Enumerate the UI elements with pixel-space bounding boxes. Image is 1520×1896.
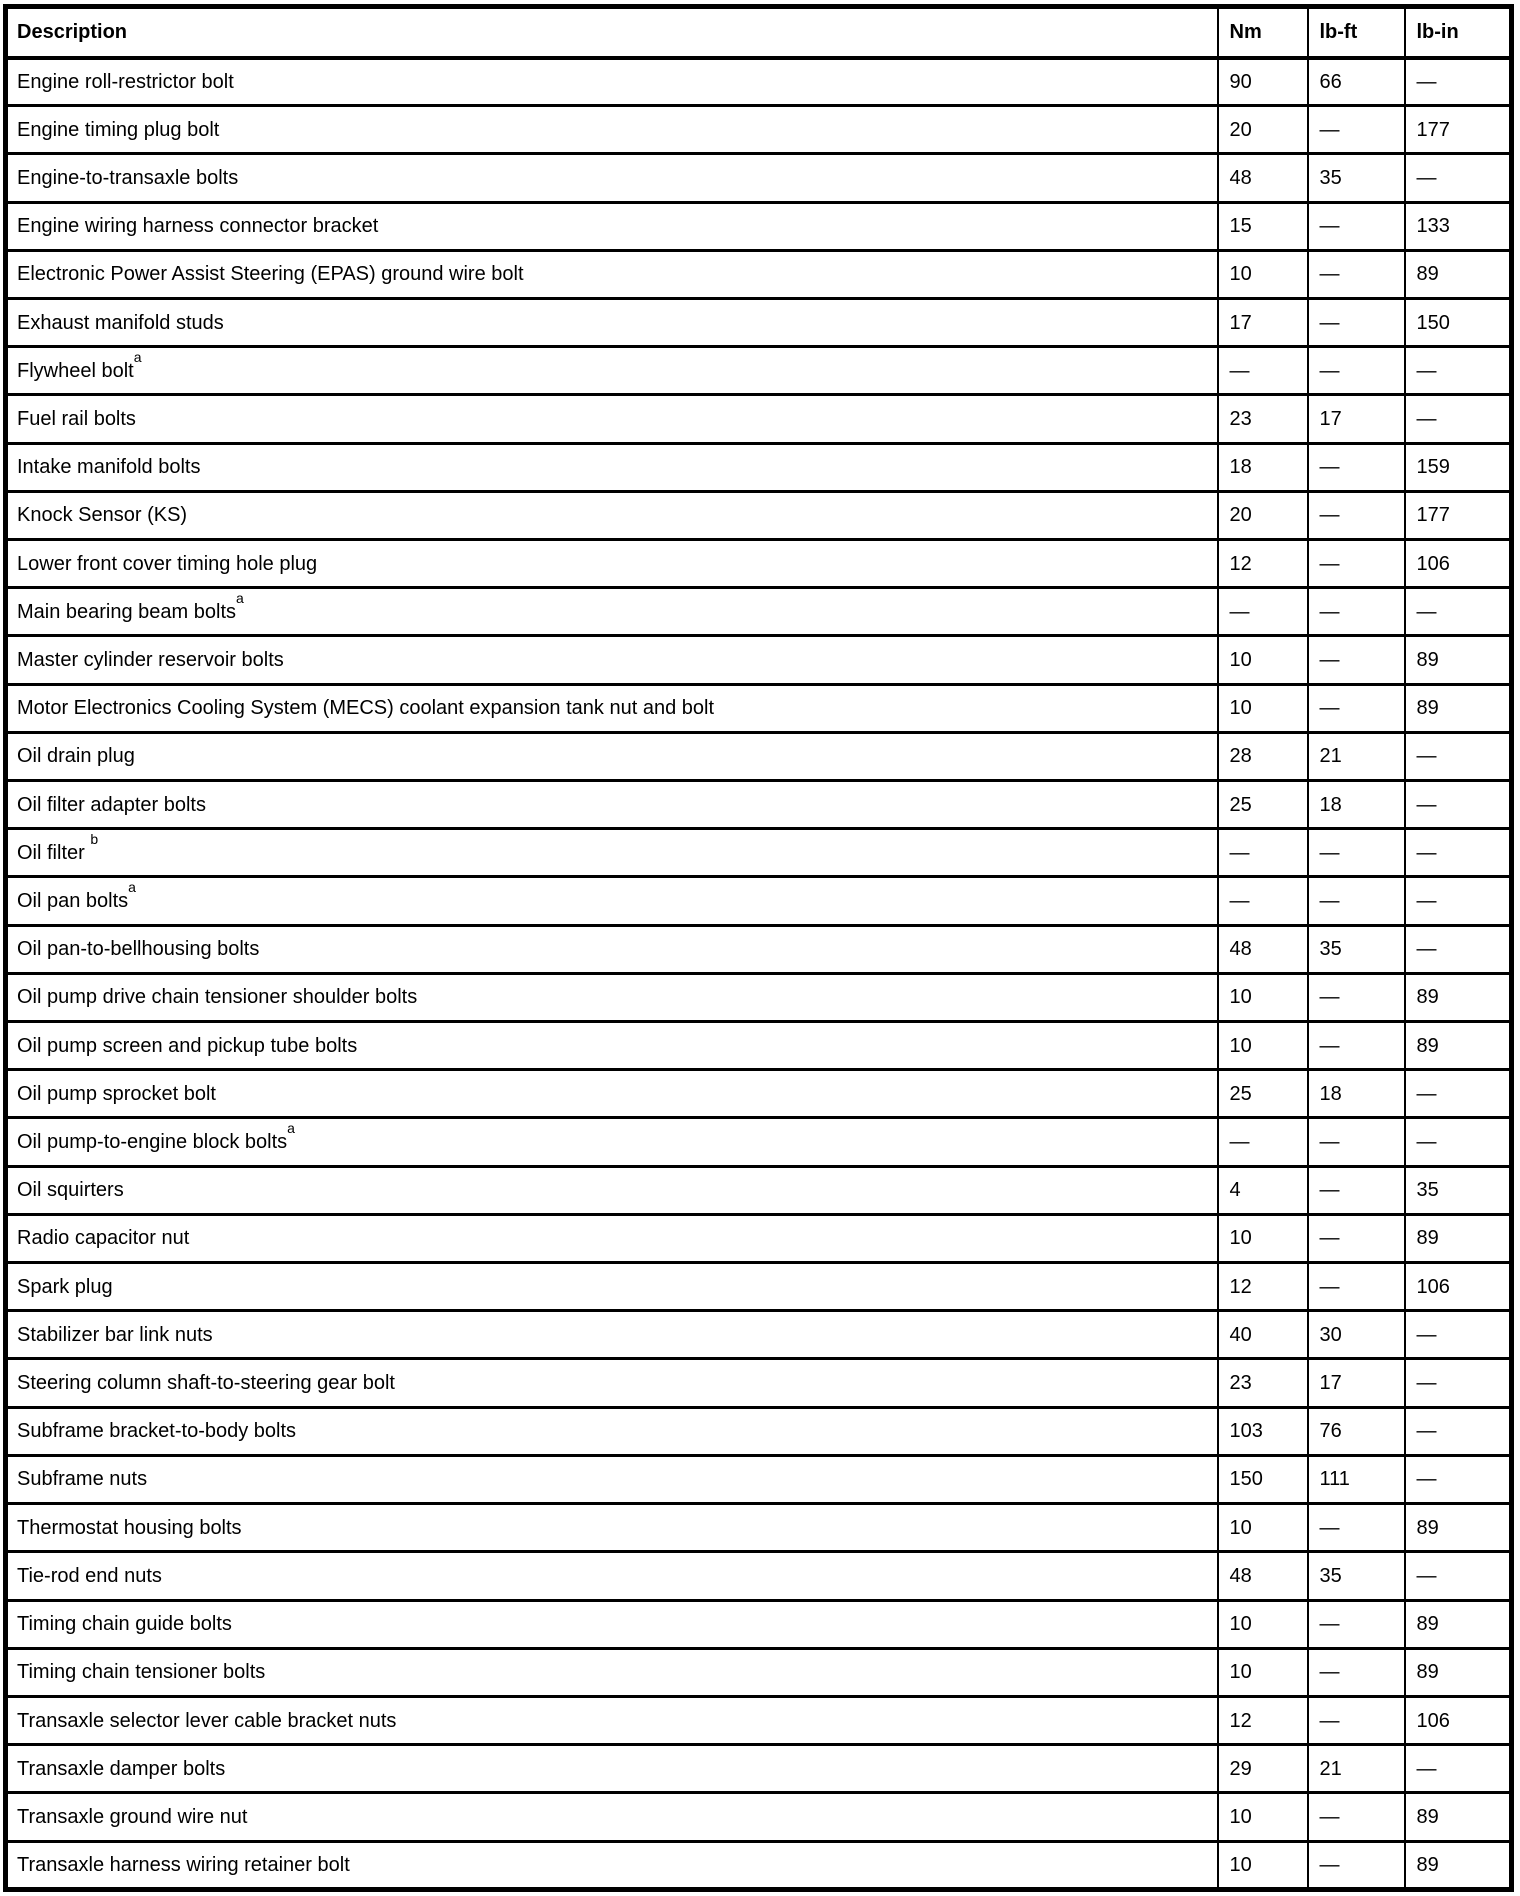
lbin-cell: 89 (1405, 1504, 1512, 1552)
lbft-cell: — (1308, 1504, 1405, 1552)
description-cell (6, 1311, 1218, 1359)
lbft-cell: — (1308, 1263, 1405, 1311)
column-header-lbft: lb-ft (1308, 7, 1405, 58)
nm-cell: 10 (1218, 250, 1308, 298)
lbft-cell: — (1308, 347, 1405, 395)
table-row (6, 1841, 1512, 1889)
description-text: Intake manifold bolts (17, 456, 201, 479)
lbin-cell: — (1405, 1359, 1512, 1407)
description-cell (6, 154, 1218, 202)
table-row (6, 1600, 1512, 1648)
lbin-cell: 89 (1405, 1214, 1512, 1262)
lbft-cell: 17 (1308, 1359, 1405, 1407)
description-cell (6, 588, 1218, 636)
description-cell (6, 1552, 1218, 1600)
description-text: Exhaust manifold studs (17, 311, 224, 334)
nm-cell: 10 (1218, 1793, 1308, 1841)
lbin-cell: — (1405, 1407, 1512, 1455)
table-row (6, 1166, 1512, 1214)
nm-cell: 103 (1218, 1407, 1308, 1455)
lbft-cell: — (1308, 1166, 1405, 1214)
table-row (6, 1793, 1512, 1841)
lbin-cell: — (1405, 395, 1512, 443)
description-text: Engine roll-restrictor bolt (17, 70, 234, 93)
description-cell (6, 1359, 1218, 1407)
table-row (6, 1263, 1512, 1311)
description-text: Tie-rod end nuts (17, 1564, 162, 1587)
lbft-cell: — (1308, 877, 1405, 925)
description-text: Engine-to-transaxle bolts (17, 167, 239, 189)
description-text: Main bearing beam bolts (17, 600, 237, 623)
description-text: Oil squirters (17, 1179, 124, 1202)
lbin-cell: 89 (1405, 1600, 1512, 1648)
lbin-cell: 89 (1405, 973, 1512, 1021)
lbft-cell: — (1308, 299, 1405, 347)
description-cell (6, 1696, 1218, 1744)
description-cell (6, 829, 1218, 877)
header-row (6, 7, 1512, 58)
lbft-cell: 66 (1308, 58, 1405, 106)
table-row (6, 1311, 1512, 1359)
table-row (6, 106, 1512, 154)
description-text: Motor Electronics Cooling System (MECS) coolant expansion tank nut and bolt (17, 697, 715, 720)
nm-cell: 10 (1218, 1600, 1308, 1648)
description-cell (6, 781, 1218, 829)
table-row (6, 1359, 1512, 1407)
description-text: Engine timing plug bolt (17, 118, 220, 141)
table-row (6, 1745, 1512, 1793)
table-row (6, 925, 1512, 973)
table-row (6, 973, 1512, 1021)
nm-cell: 20 (1218, 491, 1308, 539)
table-row (6, 829, 1512, 877)
lbft-cell: 111 (1308, 1455, 1405, 1503)
description-text: Lower front cover timing hole plug (17, 552, 318, 575)
lbin-cell: 150 (1405, 299, 1512, 347)
nm-cell: 25 (1218, 1070, 1308, 1118)
lbin-cell: — (1405, 1455, 1512, 1503)
nm-cell: 18 (1218, 443, 1308, 491)
description-cell (6, 1022, 1218, 1070)
description-text: Oil pan-to-bellhousing bolts (17, 938, 260, 961)
description-text: Oil pump sprocket bolt (17, 1082, 216, 1105)
footnote-marker: a (133, 349, 142, 366)
lbft-cell: — (1308, 636, 1405, 684)
lbin-cell: 89 (1405, 636, 1512, 684)
description-cell (6, 732, 1218, 780)
lbft-cell: 18 (1308, 781, 1405, 829)
lbft-cell: 35 (1308, 154, 1405, 202)
table-row (6, 1022, 1512, 1070)
description-cell (6, 925, 1218, 973)
description-text: Timing chain tensioner bolts (17, 1661, 266, 1684)
lbft-cell: — (1308, 1600, 1405, 1648)
table-row (6, 781, 1512, 829)
table-row (6, 588, 1512, 636)
lbin-cell: — (1405, 829, 1512, 877)
lbin-cell: 89 (1405, 1793, 1512, 1841)
nm-cell: — (1218, 829, 1308, 877)
nm-cell: — (1218, 588, 1308, 636)
table-row (6, 1552, 1512, 1600)
lbft-cell: — (1308, 684, 1405, 732)
description-text: Radio capacitor nut (17, 1227, 190, 1250)
description-text: Engine wiring harness connector bracket (17, 215, 379, 238)
nm-cell: 4 (1218, 1166, 1308, 1214)
description-cell (6, 1600, 1218, 1648)
nm-cell: 10 (1218, 1648, 1308, 1696)
lbin-cell: — (1405, 1745, 1512, 1793)
description-cell (6, 1841, 1218, 1889)
nm-cell: 17 (1218, 299, 1308, 347)
nm-cell: 12 (1218, 1263, 1308, 1311)
lbft-cell: 35 (1308, 925, 1405, 973)
table-row (6, 1118, 1512, 1166)
table-row (6, 732, 1512, 780)
description-text: Thermostat housing bolts (17, 1516, 242, 1539)
description-text: Oil filter (17, 841, 91, 864)
description-text: Oil pump drive chain tensioner shoulder bolts (17, 986, 418, 1009)
lbin-cell: — (1405, 588, 1512, 636)
description-cell (6, 1504, 1218, 1552)
nm-cell: 15 (1218, 202, 1308, 250)
lbin-cell: 106 (1405, 1263, 1512, 1311)
lbin-cell: 177 (1405, 106, 1512, 154)
description-cell (6, 1793, 1218, 1841)
description-cell (6, 443, 1218, 491)
lbin-cell: 89 (1405, 684, 1512, 732)
description-text: Subframe bracket-to-body bolts (17, 1420, 297, 1443)
footnote-marker: a (287, 1120, 295, 1137)
lbin-cell: — (1405, 925, 1512, 973)
lbft-cell: — (1308, 1118, 1405, 1166)
nm-cell: 20 (1218, 106, 1308, 154)
lbin-cell: — (1405, 154, 1512, 202)
description-text: Oil filter adapter bolts (17, 793, 206, 816)
torque-spec-table (3, 4, 1514, 1892)
lbft-cell: — (1308, 1793, 1405, 1841)
lbft-cell: — (1308, 588, 1405, 636)
nm-cell: 150 (1218, 1455, 1308, 1503)
description-text: Master cylinder reservoir bolts (17, 649, 284, 672)
table-row (6, 395, 1512, 443)
table-row (6, 491, 1512, 539)
lbft-cell: — (1308, 250, 1405, 298)
lbin-cell: 89 (1405, 1841, 1512, 1889)
lbft-cell: — (1308, 1841, 1405, 1889)
nm-cell: — (1218, 347, 1308, 395)
table-row (6, 877, 1512, 925)
footnote-marker: a (236, 590, 244, 607)
lbin-cell: — (1405, 1552, 1512, 1600)
description-text: Stabilizer bar link nuts (17, 1323, 213, 1346)
table-row (6, 636, 1512, 684)
description-cell (6, 1407, 1218, 1455)
nm-cell: — (1218, 877, 1308, 925)
description-cell (6, 877, 1218, 925)
lbin-cell: 35 (1405, 1166, 1512, 1214)
nm-cell: 12 (1218, 1696, 1308, 1744)
lbin-cell: 106 (1405, 540, 1512, 588)
nm-cell: 48 (1218, 154, 1308, 202)
nm-cell: 29 (1218, 1745, 1308, 1793)
nm-cell: 10 (1218, 1504, 1308, 1552)
description-text: Knock Sensor (KS) (17, 504, 188, 527)
nm-cell: 10 (1218, 1214, 1308, 1262)
description-cell (6, 250, 1218, 298)
description-cell (6, 684, 1218, 732)
lbin-cell: — (1405, 732, 1512, 780)
description-cell (6, 636, 1218, 684)
description-text: Transaxle selector lever cable bracket nuts (17, 1709, 397, 1732)
nm-cell: 23 (1218, 1359, 1308, 1407)
description-cell (6, 299, 1218, 347)
lbin-cell: — (1405, 1070, 1512, 1118)
nm-cell: 90 (1218, 58, 1308, 106)
lbin-cell: 89 (1405, 1022, 1512, 1070)
lbft-cell: — (1308, 1214, 1405, 1262)
description-text: Steering column shaft-to-steering gear bolt (17, 1372, 395, 1395)
table-row (6, 1504, 1512, 1552)
column-header-nm: Nm (1218, 7, 1308, 58)
lbft-cell: — (1308, 540, 1405, 588)
table-row (6, 1696, 1512, 1744)
nm-cell: 10 (1218, 636, 1308, 684)
table-row (6, 540, 1512, 588)
nm-cell: — (1218, 1118, 1308, 1166)
lbin-cell: 133 (1405, 202, 1512, 250)
nm-cell: 48 (1218, 925, 1308, 973)
lbft-cell: — (1308, 202, 1405, 250)
table-row (6, 1455, 1512, 1503)
description-cell (6, 1070, 1218, 1118)
lbin-cell: — (1405, 347, 1512, 395)
description-cell (6, 1166, 1218, 1214)
description-cell (6, 1745, 1218, 1793)
lbin-cell: — (1405, 781, 1512, 829)
table-row (6, 1648, 1512, 1696)
lbin-cell: — (1405, 58, 1512, 106)
lbft-cell: 76 (1308, 1407, 1405, 1455)
description-text: Timing chain guide bolts (17, 1613, 232, 1636)
description-cell (6, 491, 1218, 539)
lbft-cell: 18 (1308, 1070, 1405, 1118)
table-row (6, 250, 1512, 298)
footnote-marker: a (128, 879, 136, 896)
lbft-cell: 35 (1308, 1552, 1405, 1600)
description-cell (6, 106, 1218, 154)
description-text: Fuel rail bolts (17, 408, 136, 431)
description-cell (6, 1214, 1218, 1262)
column-header-description: Description (6, 7, 1218, 58)
description-cell (6, 202, 1218, 250)
footnote-marker: b (90, 831, 99, 848)
lbft-cell: 21 (1308, 1745, 1405, 1793)
description-text: Oil drain plug (17, 745, 135, 768)
table-row (6, 684, 1512, 732)
lbin-cell: 177 (1405, 491, 1512, 539)
lbft-cell: — (1308, 1648, 1405, 1696)
table-row (6, 299, 1512, 347)
description-text: Flywheel bolt (17, 359, 134, 382)
table-row (6, 443, 1512, 491)
lbft-cell: — (1308, 491, 1405, 539)
table-row (6, 202, 1512, 250)
nm-cell: 12 (1218, 540, 1308, 588)
description-text: Electronic Power Assist Steering (EPAS) ground wire bolt (17, 263, 524, 286)
description-cell (6, 347, 1218, 395)
nm-cell: 28 (1218, 732, 1308, 780)
lbin-cell: 159 (1405, 443, 1512, 491)
nm-cell: 10 (1218, 973, 1308, 1021)
lbin-cell: 89 (1405, 250, 1512, 298)
nm-cell: 48 (1218, 1552, 1308, 1600)
description-cell (6, 58, 1218, 106)
lbft-cell: — (1308, 1022, 1405, 1070)
nm-cell: 40 (1218, 1311, 1308, 1359)
lbin-cell: — (1405, 1118, 1512, 1166)
lbin-cell: 89 (1405, 1648, 1512, 1696)
description-text: Transaxle harness wiring retainer bolt (17, 1853, 350, 1876)
nm-cell: 23 (1218, 395, 1308, 443)
table-body (6, 58, 1512, 1890)
description-cell (6, 395, 1218, 443)
table-row (6, 154, 1512, 202)
description-text: Spark plug (17, 1275, 113, 1298)
lbft-cell: 30 (1308, 1311, 1405, 1359)
lbft-cell: — (1308, 106, 1405, 154)
description-text: Subframe nuts (17, 1468, 148, 1491)
description-text: Oil pump screen and pickup tube bolts (17, 1034, 358, 1057)
table-row (6, 347, 1512, 395)
description-cell (6, 973, 1218, 1021)
description-cell (6, 1263, 1218, 1311)
lbin-cell: — (1405, 877, 1512, 925)
column-header-lbin: lb-in (1405, 7, 1512, 58)
lbft-cell: 21 (1308, 732, 1405, 780)
description-text: Transaxle ground wire nut (17, 1805, 248, 1828)
table-row (6, 1214, 1512, 1262)
description-cell (6, 1118, 1218, 1166)
description-text: Transaxle damper bolts (17, 1757, 226, 1780)
table-row (6, 1407, 1512, 1455)
nm-cell: 10 (1218, 1022, 1308, 1070)
lbft-cell: — (1308, 1696, 1405, 1744)
lbft-cell: — (1308, 829, 1405, 877)
description-cell (6, 1648, 1218, 1696)
description-text: Oil pump-to-engine block bolts (17, 1131, 288, 1154)
nm-cell: 25 (1218, 781, 1308, 829)
description-text: Oil pan bolts (17, 890, 129, 913)
lbft-cell: 17 (1308, 395, 1405, 443)
nm-cell: 10 (1218, 684, 1308, 732)
lbin-cell: — (1405, 1311, 1512, 1359)
description-cell (6, 1455, 1218, 1503)
description-cell (6, 540, 1218, 588)
lbft-cell: — (1308, 973, 1405, 1021)
nm-cell: 10 (1218, 1841, 1308, 1889)
table-row (6, 58, 1512, 106)
table-row (6, 1070, 1512, 1118)
lbin-cell: 106 (1405, 1696, 1512, 1744)
lbft-cell: — (1308, 443, 1405, 491)
